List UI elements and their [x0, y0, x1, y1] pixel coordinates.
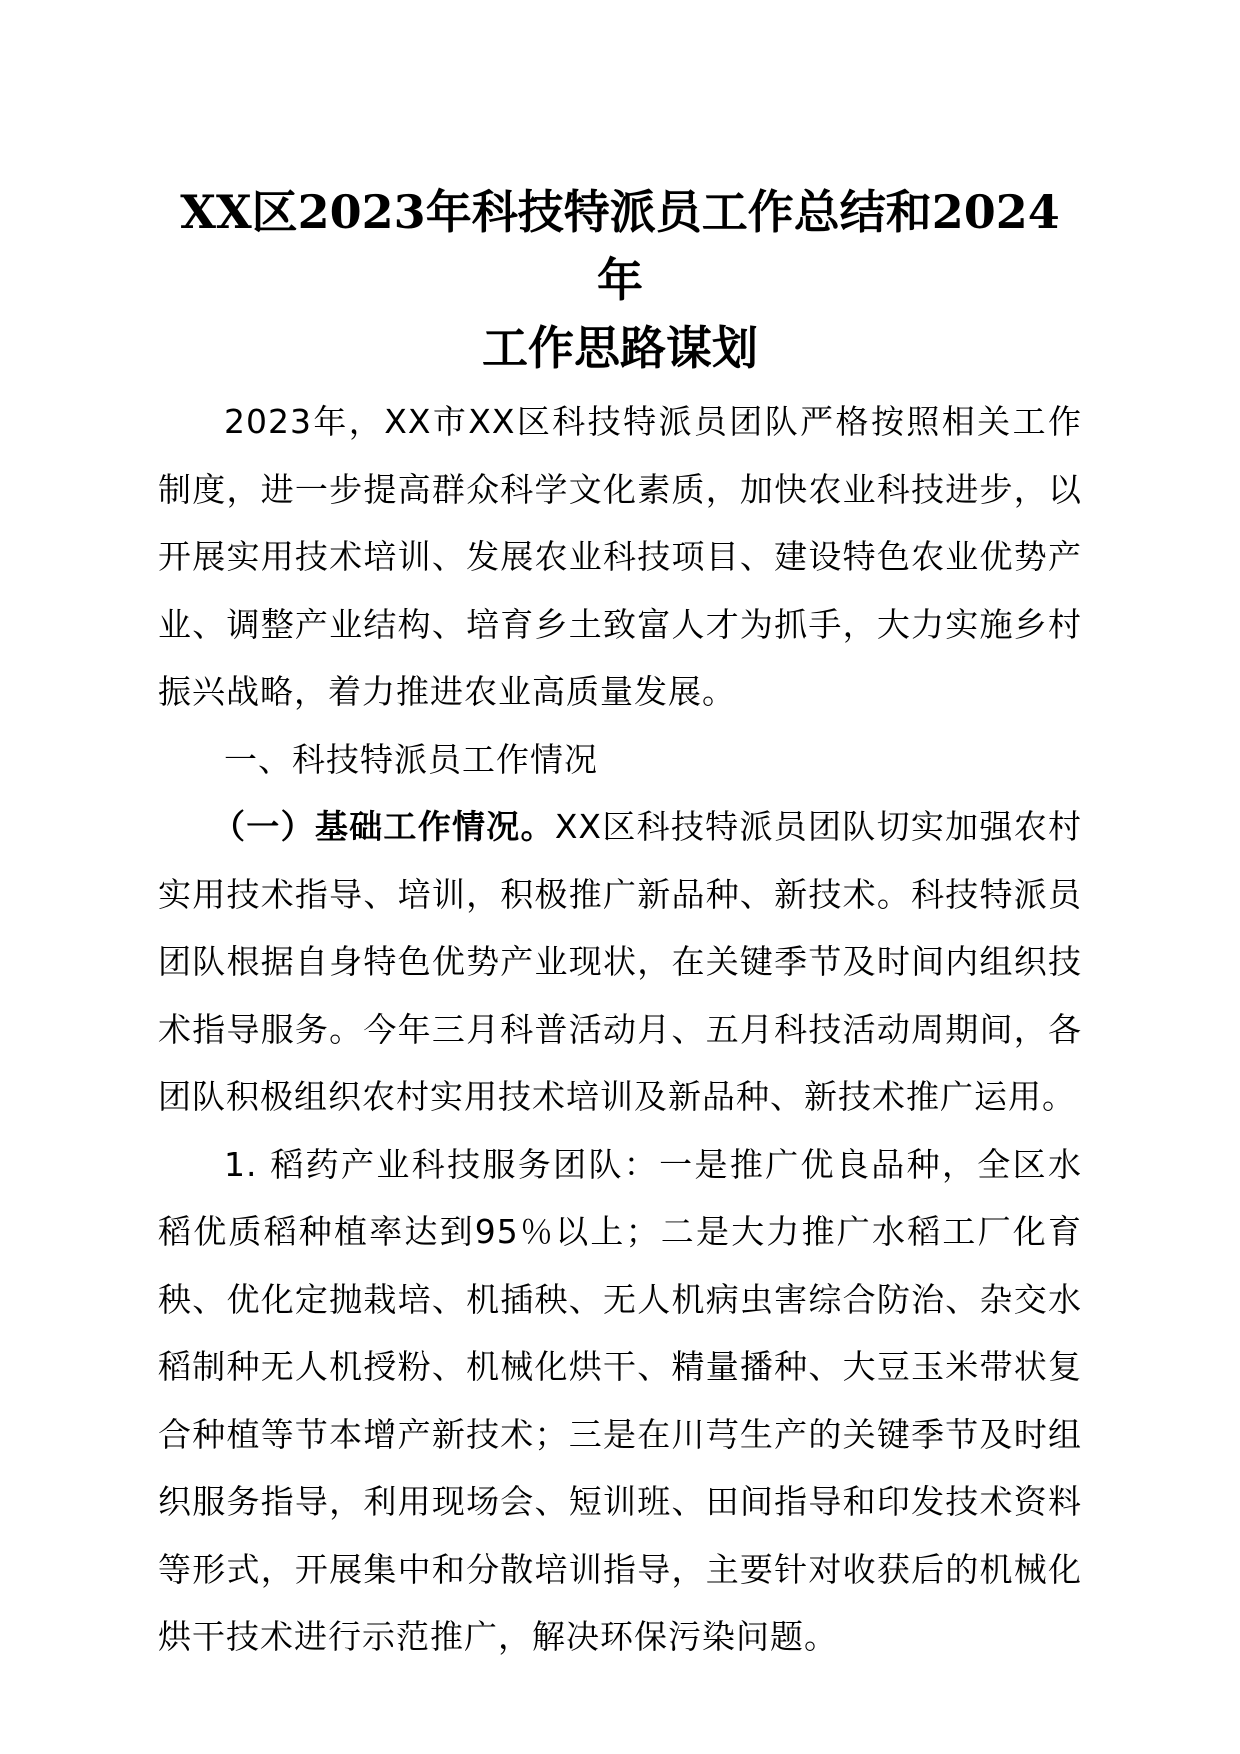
document-title — [158, 178, 1082, 382]
subsection-1-text: XX区科技特派员团队切实加强农村实用技术指导、培训，积极推广新品种、新技术。科技特派员团队根据自身特色优势产业现状，在关键季节及时间内组织技术指导服务。今年三月科普活动月、五月科技活动周期间，各团队积极组织农村实用技术培训及新品种、新技术推广运用。 — [158, 807, 1082, 1116]
item-1-paragraph: 1. 稻药产业科技服务团队：一是推广优良品种，全区水稻优质稻种植率达到95％以上；二是大力推广水稻工厂化育秧、优化定抛栽培、机插秧、无人机病虫害综合防治、杂交水稻制种无人机授粉、机械化烘干、精量播种、大豆玉米带状复合种植等节本增产新技术；三是在川芎生产的关键季节及时组织服务指导，利用现场会、短训班、田间指导和印发技术资料等形式，开展集中和分散培训指导，主要针对收获后的机械化烘干技术进行示范推广，解决环保污染问题。 — [158, 1144, 1082, 1656]
title-line-1: XX区2023年科技特派员工作总结和2024年 — [180, 185, 1060, 307]
subsection-1-lead: （一）基础工作情况。 — [212, 807, 555, 846]
subsection-1-paragraph — [158, 793, 1082, 1131]
intro-paragraph: 2023年，XX市XX区科技特派员团队严格按照相关工作制度，进一步提高群众科学文化素质，加快农业科技进步，以开展实用技术培训、发展农业科技项目、建设特色农业优势产业、调整产业结构、培育乡土致富人才为抓手，大力实施乡村振兴战略，着力推进农业高质量发展。 — [158, 402, 1082, 711]
title-line-2: 工作思路谋划 — [482, 321, 758, 375]
section-heading-1: 一、科技特派员工作情况 — [224, 739, 598, 779]
document-body — [158, 178, 1082, 1671]
